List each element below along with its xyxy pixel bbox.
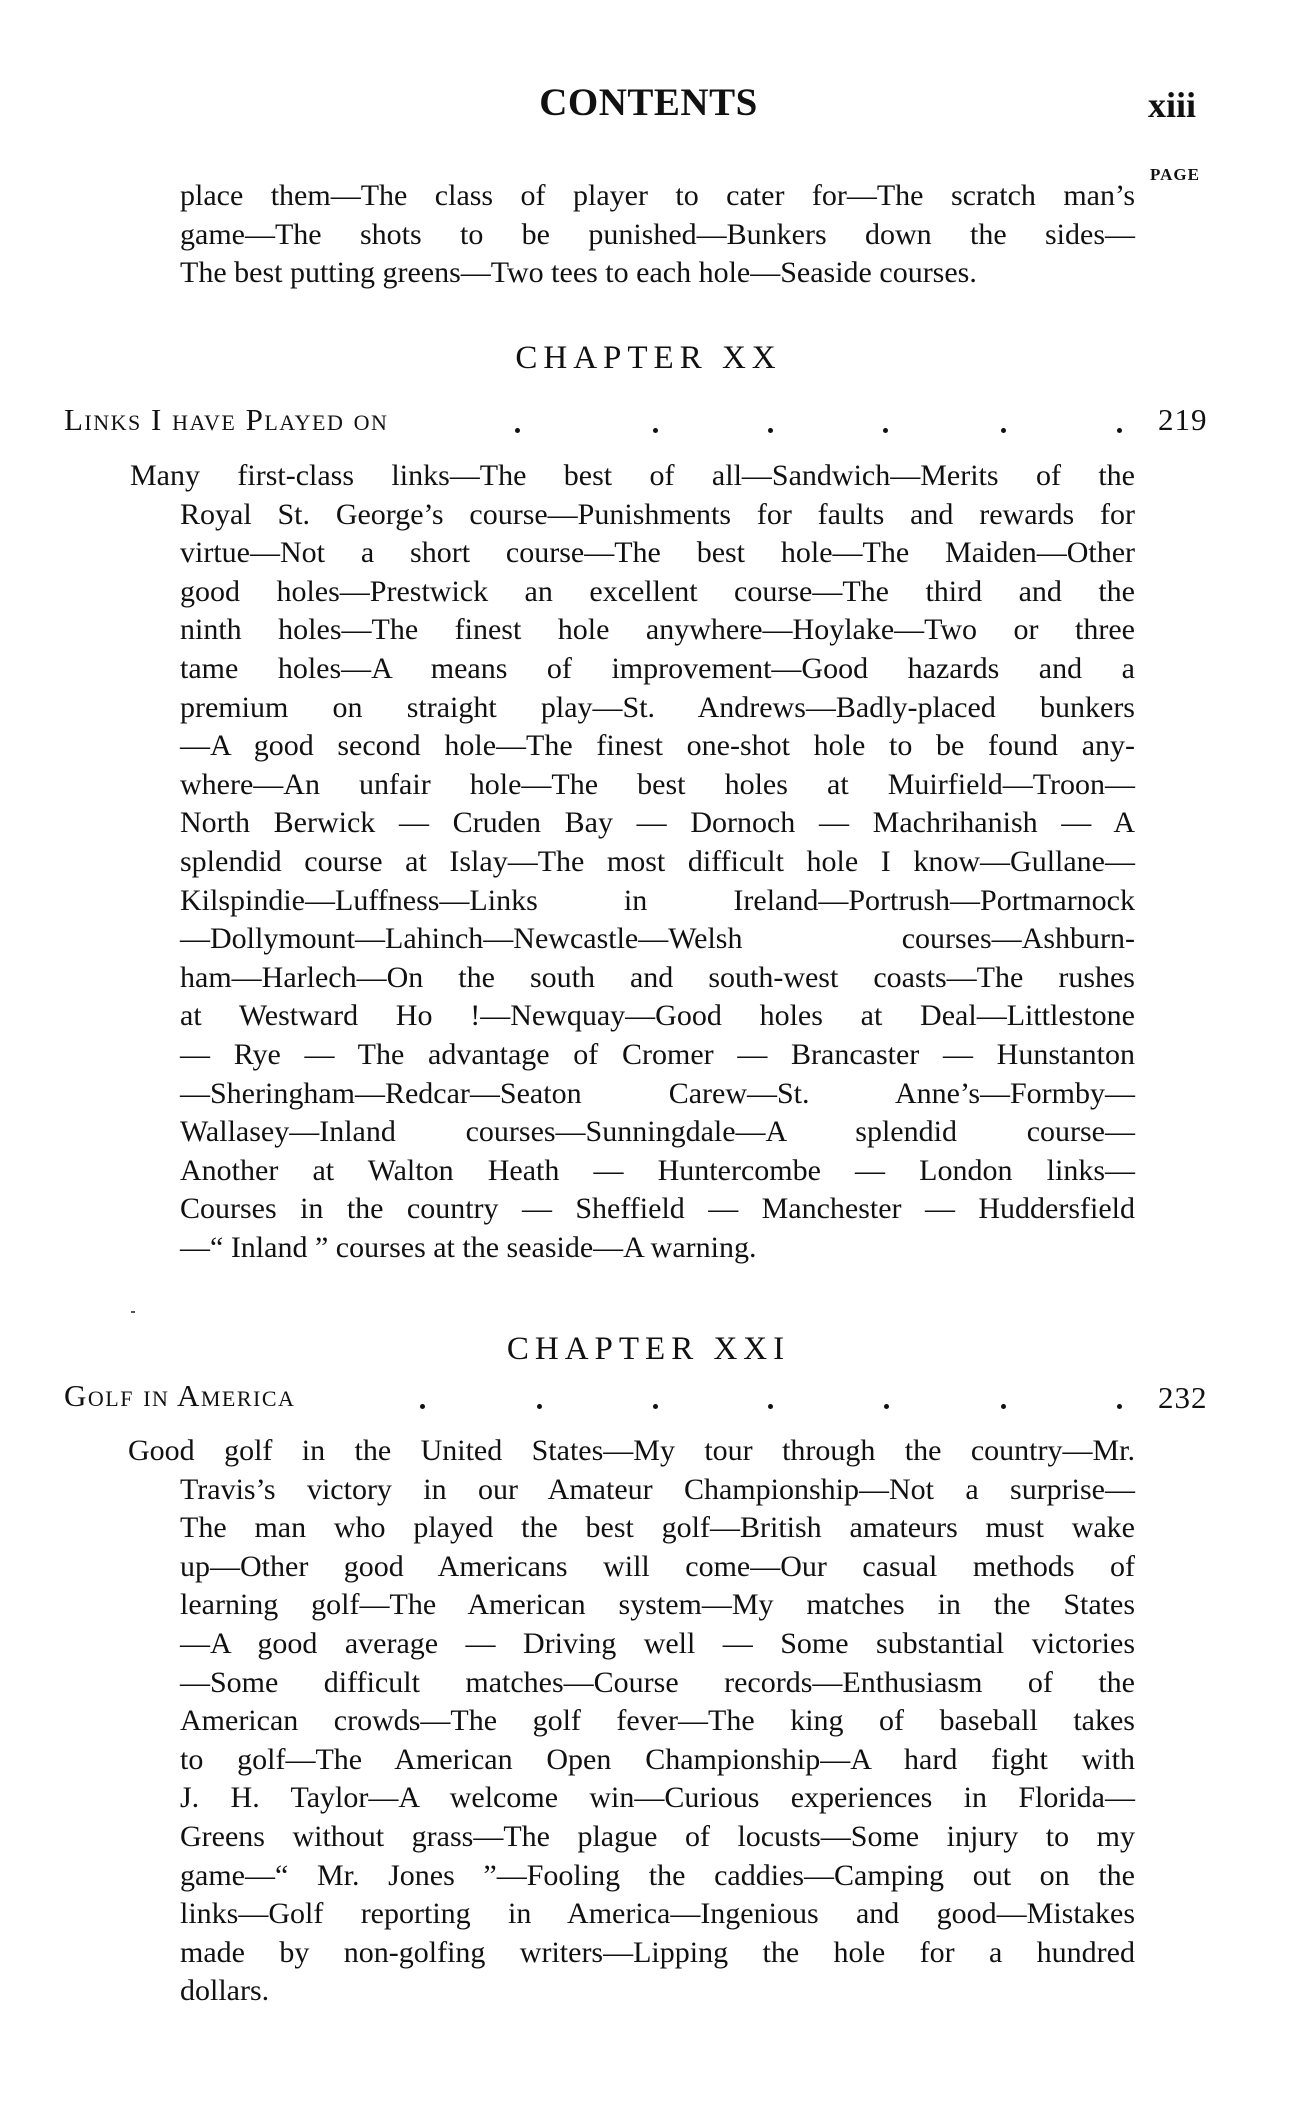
summary-line: J. H. Taylor—A welcome win—Curious experiences in Florida— bbox=[180, 1781, 1135, 1815]
summary-line: The best putting greens—Two tees to each hole—Seaside courses. bbox=[180, 256, 977, 290]
summary-line: Courses in the country — Sheffield — Manchester — Huddersfield bbox=[180, 1192, 1135, 1226]
summary-line: —Some difficult matches—Course records—Enthusiasm of the bbox=[180, 1665, 1135, 1699]
summary-line: learning golf—The American system—My matches in the States bbox=[180, 1588, 1135, 1622]
summary-line: Good golf in the United States—My tour through the country—Mr. bbox=[128, 1434, 1135, 1467]
summary-line: The man who played the best golf—British amateurs must wake bbox=[180, 1511, 1135, 1545]
dot-leaders bbox=[0, 428, 1297, 458]
summary-line: where—An unfair hole—The best holes at Muirfield—Troon— bbox=[180, 767, 1135, 801]
print-speck bbox=[131, 1311, 135, 1313]
page-column-label: PAGE bbox=[1150, 165, 1200, 184]
chapter-page-number[interactable]: 219 bbox=[1158, 402, 1208, 437]
summary-line: —A good second hole—The finest one-shot hole to be found any- bbox=[180, 729, 1135, 763]
summary-line: North Berwick — Cruden Bay — Dornoch — Machrihanish — A bbox=[180, 806, 1135, 840]
summary-line: dollars. bbox=[180, 1974, 270, 2008]
summary-line: Royal St. George’s course—Punishments for faults and rewards for bbox=[180, 497, 1135, 531]
chapter-heading: CHAPTER XXI bbox=[506, 1331, 791, 1367]
dot-leaders bbox=[0, 1404, 1297, 1434]
summary-line: virtue—Not a short course—The best hole—The Maiden—Other bbox=[180, 536, 1135, 570]
summary-line: game—The shots to be punished—Bunkers down the sides— bbox=[180, 217, 1135, 251]
summary-line: place them—The class of player to cater for—The scratch man’s bbox=[180, 179, 1135, 212]
chapter-title-link[interactable]: Golf in America bbox=[64, 1378, 296, 1413]
running-head: CONTENTS bbox=[539, 81, 758, 124]
chapter-title-link[interactable]: Links I have Played on bbox=[64, 402, 389, 437]
summary-line: premium on straight play—St. Andrews—Badly-placed bunkers bbox=[180, 690, 1135, 724]
summary-line: ham—Harlech—On the south and south-west coasts—The rushes bbox=[180, 960, 1135, 994]
summary-line: Kilspindie—Luffness—Links in Ireland—Portrush—Portmarnock bbox=[180, 883, 1135, 917]
summary-line: made by non-golfing writers—Lipping the hole for a hundred bbox=[180, 1935, 1135, 1969]
summary-line: Wallasey—Inland courses—Sunningdale—A splendid course— bbox=[180, 1115, 1135, 1149]
summary-line: splendid course at Islay—The most difficult hole I know—Gullane— bbox=[180, 845, 1135, 878]
summary-line: good holes—Prestwick an excellent course—The third and the bbox=[180, 574, 1135, 608]
summary-line: at Westward Ho !—Newquay—Good holes at Deal—Littlestone bbox=[180, 999, 1135, 1033]
summary-line: game—“ Mr. Jones ”—Fooling the caddies—Camping out on the bbox=[180, 1858, 1135, 1892]
page-folio: xiii bbox=[1148, 85, 1197, 125]
summary-line: to golf—The American Open Championship—A hard fight with bbox=[180, 1742, 1135, 1776]
summary-line: Another at Walton Heath — Huntercombe — London links— bbox=[180, 1153, 1135, 1187]
summary-line: —A good average — Driving well — Some substantial victories bbox=[180, 1627, 1135, 1660]
summary-line: — Rye — The advantage of Cromer — Brancaster — Hunstanton bbox=[180, 1038, 1135, 1071]
summary-line: —“ Inland ” courses at the seaside—A warning. bbox=[180, 1231, 757, 1264]
summary-line: —Dollymount—Lahinch—Newcastle—Welsh courses—Ashburn- bbox=[180, 922, 1135, 956]
summary-line: —Sheringham—Redcar—Seaton Carew—St. Anne’s—Formby— bbox=[180, 1076, 1135, 1110]
summary-line: Travis’s victory in our Amateur Championship—Not a surprise— bbox=[180, 1472, 1135, 1506]
summary-line: links—Golf reporting in America—Ingenious and good—Mistakes bbox=[180, 1897, 1135, 1931]
summary-line: up—Other good Americans will come—Our casual methods of bbox=[180, 1549, 1135, 1583]
summary-line: Greens without grass—The plague of locusts—Some injury to my bbox=[180, 1820, 1135, 1853]
summary-line: ninth holes—The finest hole anywhere—Hoylake—Two or three bbox=[180, 613, 1135, 647]
chapter-heading: CHAPTER XX bbox=[515, 340, 782, 376]
summary-line: American crowds—The golf fever—The king of baseball takes bbox=[180, 1704, 1135, 1738]
summary-line: tame holes—A means of improvement—Good hazards and a bbox=[180, 652, 1135, 685]
summary-line: Many first-class links—The best of all—Sandwich—Merits of the bbox=[130, 459, 1135, 492]
chapter-page-number[interactable]: 232 bbox=[1158, 1380, 1208, 1415]
